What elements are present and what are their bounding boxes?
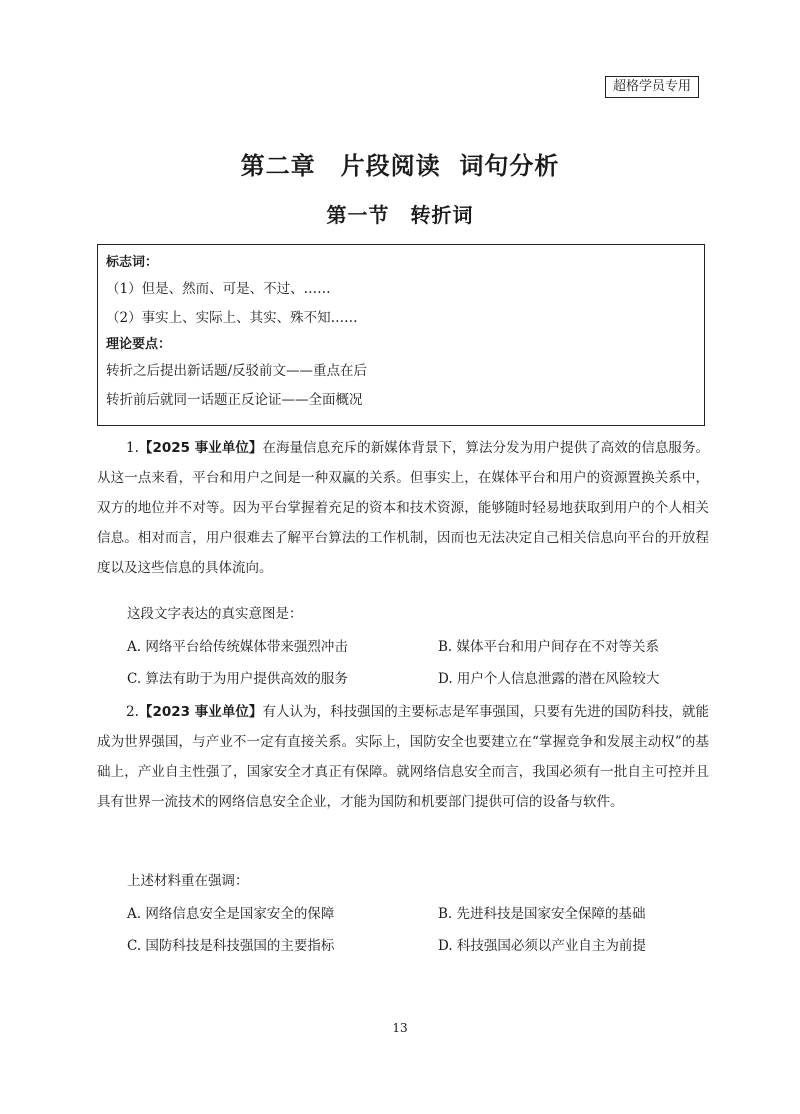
q2-option-c: C. 国防科技是科技强国的主要指标 [127,938,335,954]
q2-text: 有人认为，科技强国的主要标志是军事强国，只要有先进的国防科技，就能成为世界强国，与产业不一定有直接关系。实际上，国防安全也要建立在“掌握竞争和发展主动权”的基础上，产业自主性强了，国家安全才真正有保障。就网络信息安全而言，我国必须有一批自主可控并且具有世界一流技术的网络信息安全企业，才能为国防和机要部门提供可信的设备与软件。 [97,704,709,810]
section-title: 第一节 转折词 [326,203,474,227]
marker-item-1: （1）但是、然而、可是、不过、…… [106,281,331,297]
theory-item-1: 转折之后提出新话题/反驳前文——重点在后 [106,363,368,379]
question-1 [97,433,709,583]
q1-option-d: D. 用户个人信息泄露的潜在风险较大 [438,671,660,687]
q1-prompt: 这段文字表达的真实意图是： [127,606,303,622]
q1-option-c: C. 算法有助于为用户提供高效的服务 [127,671,348,687]
chapter-title: 第二章 片段阅读 词句分析 [240,152,560,180]
key-points-box [97,244,705,426]
marker-item-2: （2）事实上、实际上、其实、殊不知…… [106,310,358,326]
q2-option-d: D. 科技强国必须以产业自主为前提 [438,938,646,954]
student-only-tag: 超格学员专用 [605,76,699,98]
theory-heading: 理论要点： [106,337,172,352]
q1-text: 在海量信息充斥的新媒体背景下，算法分发为用户提供了高效的信息服务。从这一点来看，平台和用户之间是一种双赢的关系。但事实上，在媒体平台和用户的资源置换关系中，双方的地位并不对等。因为平台掌握着充足的资本和技术资源，能够随时轻易地获取到用户的个人相关信息。相对而言，用户很难去了解平台算法的工作机制，因而也无法决定自己相关信息向平台的开放程度以及这些信息的具体流向。 [97,440,709,576]
q2-option-b: B. 先进科技是国家安全保障的基础 [438,906,646,922]
q1-option-b: B. 媒体平台和用户间存在不对等关系 [438,639,660,655]
page-number: 13 [392,1021,408,1035]
marker-heading: 标志词： [106,255,159,270]
q1-source: 【2025 事业单位】 [138,440,263,456]
q1-number: 1. [126,440,139,456]
theory-item-2: 转折前后就同一话题正反论证——全面概况 [106,392,363,408]
q2-source: 【2023 事业单位】 [138,704,263,720]
q2-option-a: A. 网络信息安全是国家安全的保障 [127,906,335,922]
question-2 [97,697,709,817]
q2-number: 2. [126,704,139,720]
q1-option-a: A. 网络平台给传统媒体带来强烈冲击 [127,639,348,655]
q2-prompt: 上述材料重在强调： [127,873,249,889]
